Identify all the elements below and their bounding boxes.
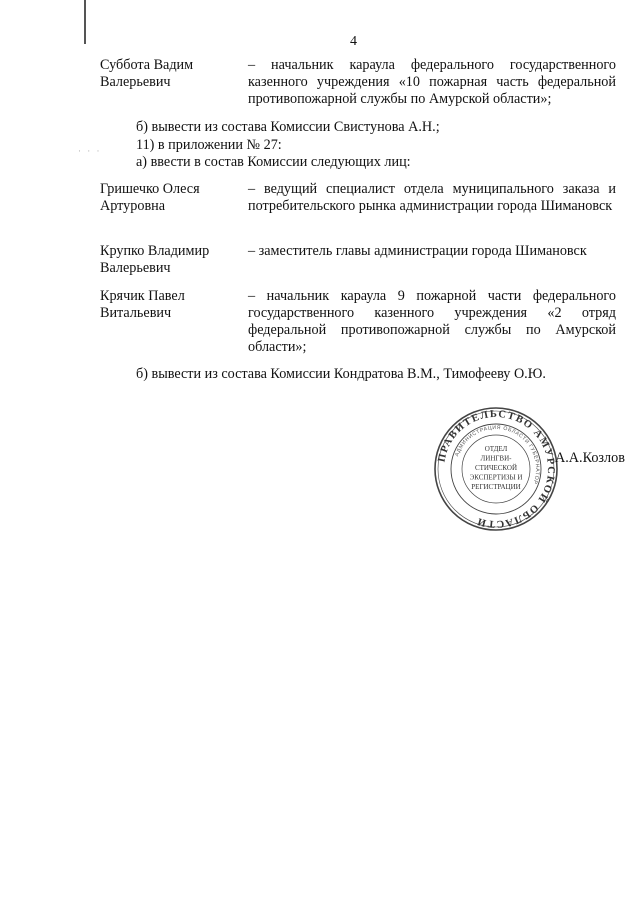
seal-center-line: ОТДЕЛ — [484, 445, 508, 453]
margin-mark: · · · — [78, 146, 102, 156]
member-entry — [100, 288, 616, 358]
member-name-line2: Валерьевич — [100, 74, 171, 90]
member-name-line2: Артуровна — [100, 198, 166, 214]
member-name — [100, 243, 240, 277]
seal-center-line: ЭКСПЕРТИЗЫ И — [469, 473, 523, 482]
paragraph-remove-2: б) вывести из состава Комиссии Кондратова В.М., Тимофееву О.Ю. — [136, 366, 546, 382]
seal-center-line: ЛИНГВИ- — [480, 454, 512, 463]
member-position: – начальник караула федерального государственного казенного учреждения «10 пожарная часть федеральной противопожарной службы по Амурской области»; — [248, 57, 616, 107]
member-name-line2: Витальевич — [100, 305, 172, 321]
member-entry — [100, 181, 616, 233]
member-position: – начальник караула 9 пожарной части федерального государственного казенного учреждения «2 отряд федеральной противопожарной службы по Амурской области»; — [248, 288, 616, 355]
seal-center-line: СТИЧЕСКОЙ — [474, 464, 518, 472]
member-name — [100, 288, 240, 322]
member-position: – заместитель главы администрации города Шимановск — [248, 243, 587, 259]
seal-outer-text: ПРАВИТЕЛЬСТВО АМУРСКОЙ ОБЛАСТИ — [436, 408, 557, 530]
member-name — [100, 181, 240, 215]
member-entry — [100, 57, 616, 109]
paragraph-add-members: а) ввести в состав Комиссии следующих лиц: — [136, 154, 411, 170]
member-name — [100, 57, 240, 91]
member-entry — [100, 243, 616, 279]
member-name-line1: Суббота Вадим — [100, 57, 194, 73]
member-name-line1: Гришечко Олеся — [100, 181, 200, 197]
page-number: 4 — [350, 34, 357, 49]
official-seal — [432, 405, 560, 533]
seal-center-text — [470, 445, 523, 491]
member-name-line1: Крячик Павел — [100, 288, 185, 304]
member-name-line2: Валерьевич — [100, 260, 171, 276]
seal-inner-text: АДМИНИСТРАЦИЯ ОБЛАСТИ ГУБЕРНАТОР — [454, 424, 541, 485]
paragraph-appendix-27: 11) в приложении № 27: — [136, 137, 282, 153]
member-position: – ведущий специалист отдела муниципального заказа и потребительского рынка администрации города Шимановск — [248, 181, 616, 214]
seal-center-line: РЕГИСТРАЦИИ — [471, 483, 521, 491]
paragraph-remove-1: б) вывести из состава Комиссии Свистунова А.Н.; — [136, 119, 440, 135]
binding-mark — [84, 0, 86, 44]
member-name-line1: Крупко Владимир — [100, 243, 210, 259]
signatory-name: А.А.Козлов — [555, 450, 625, 466]
